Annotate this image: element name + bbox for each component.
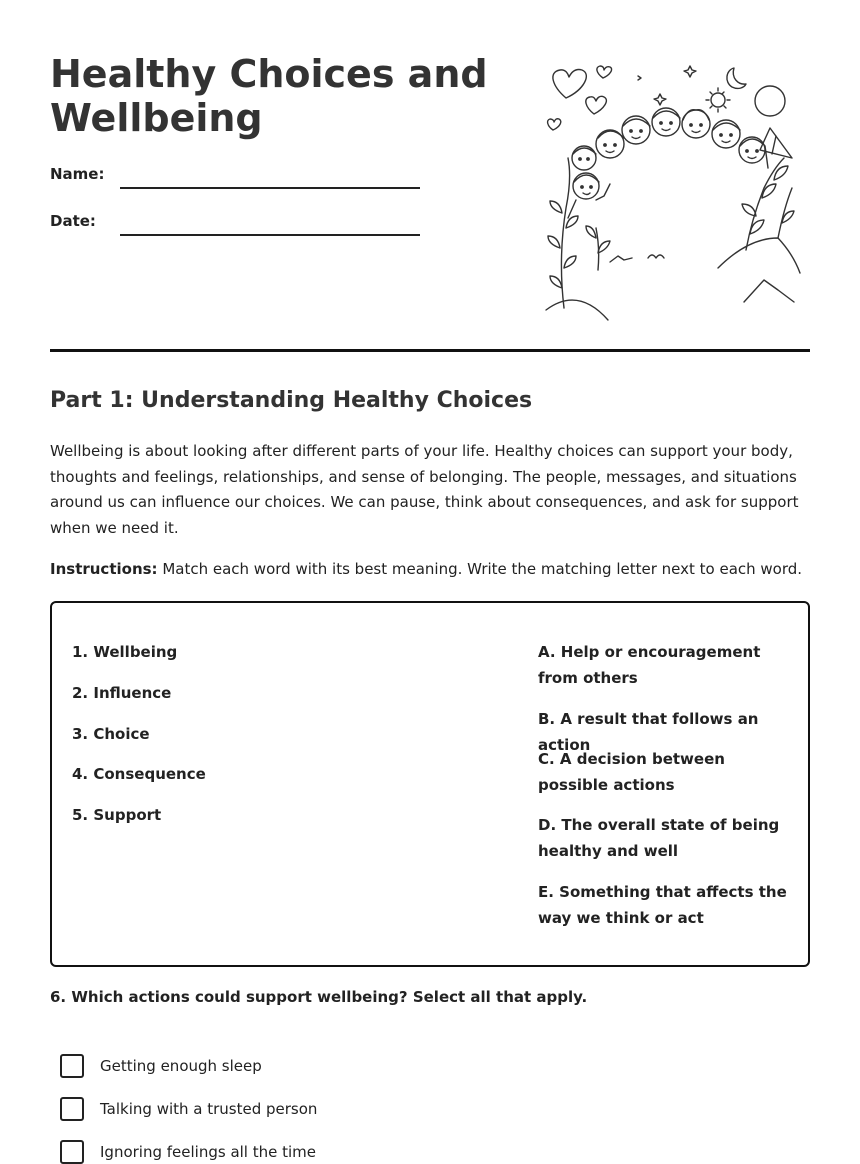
checkbox[interactable] [60,1054,84,1078]
instructions-text: Match each word with its best meaning. Write the matching letter next to each word. [157,560,803,578]
definition-e: E. Something that affects the way we think or act [538,883,787,927]
children-nature-line-art-icon [538,58,808,328]
date-write-line[interactable] [120,234,420,236]
option-label: Talking with a trusted person [100,1100,318,1118]
definition-a: A. Help or encouragement from others [538,643,761,687]
definition-d: D. The overall state of being healthy and well [538,816,780,860]
checkbox[interactable] [60,1140,84,1164]
option-sleep[interactable] [60,1054,262,1078]
term-1: 1. Wellbeing [72,643,178,661]
instructions-label: Instructions: [50,560,158,578]
definition-c: C. A decision between possible actions [538,750,725,794]
matching-box [50,601,810,967]
question-6-prompt: 6. Which actions could support wellbeing? Select all that apply. [50,988,588,1006]
option-label: Ignoring feelings all the time [100,1143,317,1161]
term-3: 3. Choice [72,725,150,743]
name-write-line[interactable] [120,187,420,189]
part1-intro: Wellbeing is about looking after different parts of your life. Healthy choices can support your body, thoughts and feelings, relationships, and sense of belonging. The people, messages, and situations around us can influence our choices. We can pause, think about consequences, and ask for support when we need it. [50,442,799,537]
worksheet-title: Healthy Choices and Wellbeing [50,52,488,140]
instructions [50,557,810,582]
name-label: Name: [50,165,105,183]
option-label: Getting enough sleep [100,1057,262,1075]
option-ignoring-feelings[interactable] [60,1140,316,1164]
term-5: 5. Support [72,806,162,824]
term-4: 4. Consequence [72,765,206,783]
definition-b: B. A result that follows an action [538,710,759,754]
part1-heading: Part 1: Understanding Healthy Choices [50,388,533,413]
checkbox[interactable] [60,1097,84,1121]
option-trusted-person[interactable] [60,1097,317,1121]
term-2: 2. Influence [72,684,172,702]
date-label: Date: [50,212,96,230]
section-divider [50,349,810,352]
